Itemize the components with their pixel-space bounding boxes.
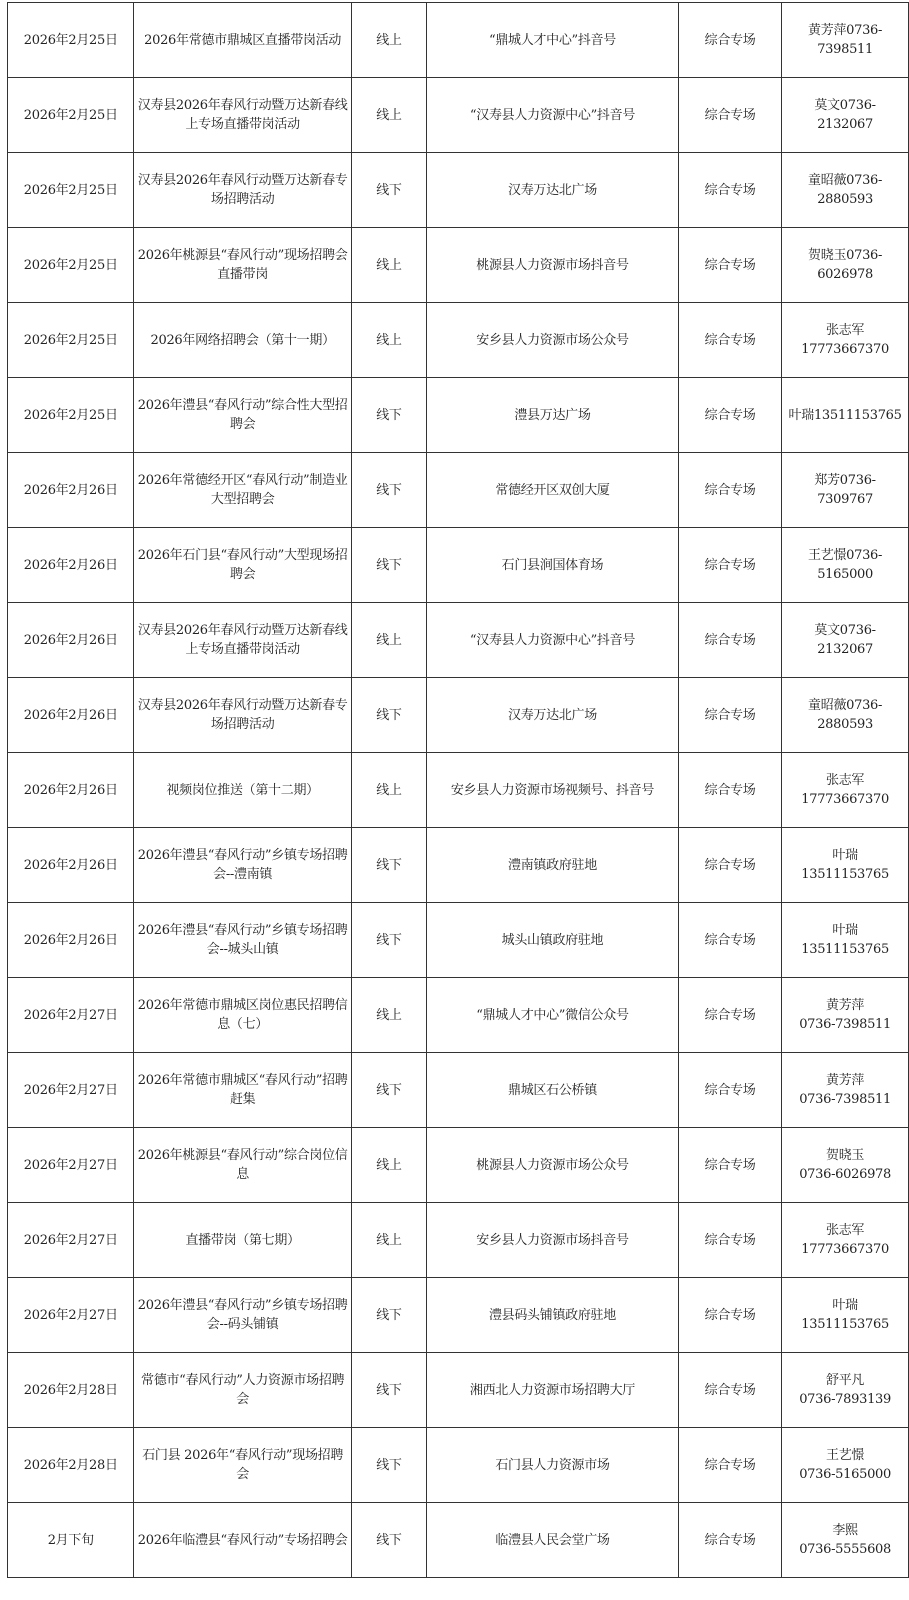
event-name: 汉寿县2026年春风行动暨万达新春线上专场直播带岗活动 — [137, 98, 348, 132]
event-type: 综合专场 — [704, 407, 756, 423]
contact-cell — [782, 1053, 909, 1128]
event-type: 综合专场 — [704, 1232, 756, 1248]
event-date: 2026年2月26日 — [23, 932, 118, 948]
contact-cell — [782, 378, 909, 453]
recruitment-schedule-table — [7, 2, 909, 1578]
date-cell — [8, 903, 134, 978]
event-venue: “汉寿县人力资源中心”抖音号 — [469, 107, 636, 123]
event-mode: 线上 — [376, 1232, 402, 1248]
event-date: 2026年2月26日 — [23, 482, 118, 498]
event-type: 综合专场 — [704, 107, 756, 123]
mode-cell — [351, 753, 426, 828]
contact-cell — [782, 453, 909, 528]
contact-cell — [782, 3, 909, 78]
event-date: 2026年2月26日 — [23, 632, 118, 648]
mode-cell — [351, 678, 426, 753]
date-cell — [8, 678, 134, 753]
event-venue: 石门县人力资源市场 — [495, 1457, 610, 1473]
event-type: 综合专场 — [704, 1007, 756, 1023]
date-cell — [8, 78, 134, 153]
event-name: 2026年常德经开区“春风行动”制造业大型招聘会 — [137, 473, 348, 507]
event-mode: 线上 — [376, 107, 402, 123]
contact-cell — [782, 1128, 909, 1203]
venue-cell — [426, 1278, 678, 1353]
venue-cell — [426, 303, 678, 378]
venue-cell — [426, 903, 678, 978]
event-date: 2026年2月27日 — [23, 1232, 118, 1248]
type-cell — [678, 453, 781, 528]
table-row — [8, 603, 909, 678]
type-cell — [678, 78, 781, 153]
event-date: 2026年2月26日 — [23, 557, 118, 573]
event-type: 综合专场 — [704, 857, 756, 873]
event-type: 综合专场 — [704, 1082, 756, 1098]
contact-phone: 7398511 — [817, 42, 873, 57]
event-date: 2月下旬 — [47, 1532, 94, 1548]
event-name-cell — [134, 78, 351, 153]
event-venue: 城头山镇政府驻地 — [501, 932, 604, 948]
contact-name: 郑芳0736- — [814, 473, 876, 488]
event-date: 2026年2月25日 — [23, 407, 118, 423]
event-venue: 汉寿万达北广场 — [508, 707, 597, 723]
event-mode: 线上 — [376, 632, 402, 648]
event-date: 2026年2月26日 — [23, 857, 118, 873]
date-cell — [8, 1428, 134, 1503]
event-name: 汉寿县2026年春风行动暨万达新春线上专场直播带岗活动 — [137, 623, 348, 657]
event-type: 综合专场 — [704, 482, 756, 498]
mode-cell — [351, 303, 426, 378]
venue-cell — [426, 828, 678, 903]
contact-phone: 0736-5555608 — [799, 1542, 891, 1557]
venue-cell — [426, 153, 678, 228]
contact-cell — [782, 903, 909, 978]
event-name: 2026年桃源县“春风行动”现场招聘会直播带岗 — [137, 248, 348, 282]
contact-name: 叶瑞 — [832, 1298, 858, 1313]
mode-cell — [351, 828, 426, 903]
contact-name: 李熙 — [832, 1523, 858, 1538]
type-cell — [678, 528, 781, 603]
contact-phone: 0736-7893139 — [799, 1392, 891, 1407]
mode-cell — [351, 153, 426, 228]
mode-cell — [351, 603, 426, 678]
contact-cell — [782, 303, 909, 378]
table-row — [8, 678, 909, 753]
contact-name: 王艺憬 — [826, 1448, 865, 1463]
table-row — [8, 453, 909, 528]
event-date: 2026年2月27日 — [23, 1007, 118, 1023]
date-cell — [8, 228, 134, 303]
event-name-cell — [134, 603, 351, 678]
contact-cell — [782, 228, 909, 303]
table-row — [8, 903, 909, 978]
event-venue: 桃源县人力资源市场抖音号 — [476, 257, 629, 273]
event-date: 2026年2月25日 — [23, 32, 118, 48]
event-name-cell — [134, 753, 351, 828]
mode-cell — [351, 1128, 426, 1203]
event-mode: 线下 — [376, 1457, 402, 1473]
table-row — [8, 1053, 909, 1128]
event-name-cell — [134, 453, 351, 528]
mode-cell — [351, 1353, 426, 1428]
venue-cell — [426, 1503, 678, 1578]
contact-name: 黄芳萍 — [826, 1073, 865, 1088]
table-row — [8, 1503, 909, 1578]
contact-name: 张志军 — [826, 773, 865, 788]
event-mode: 线下 — [376, 1382, 402, 1398]
table-row — [8, 978, 909, 1053]
mode-cell — [351, 1503, 426, 1578]
venue-cell — [426, 228, 678, 303]
type-cell — [678, 753, 781, 828]
venue-cell — [426, 3, 678, 78]
event-name-cell — [134, 978, 351, 1053]
event-name: 2026年桃源县“春风行动”综合岗位信息 — [137, 1148, 348, 1182]
contact-phone: 17773667370 — [801, 792, 889, 807]
event-date: 2026年2月25日 — [23, 332, 118, 348]
event-name-cell — [134, 378, 351, 453]
venue-cell — [426, 753, 678, 828]
event-type: 综合专场 — [704, 182, 756, 198]
type-cell — [678, 1053, 781, 1128]
contact-cell — [782, 828, 909, 903]
contact-name: 黄芳萍 — [826, 998, 865, 1013]
event-mode: 线上 — [376, 257, 402, 273]
table-row — [8, 1428, 909, 1503]
event-type: 综合专场 — [704, 1457, 756, 1473]
event-type: 综合专场 — [704, 557, 756, 573]
event-date: 2026年2月25日 — [23, 257, 118, 273]
mode-cell — [351, 1278, 426, 1353]
contact-name: 莫文0736- — [814, 98, 876, 113]
contact-phone: 2880593 — [817, 192, 873, 207]
contact-phone: 2132067 — [817, 117, 873, 132]
type-cell — [678, 1278, 781, 1353]
event-venue: 安乡县人力资源市场公众号 — [476, 332, 629, 348]
contact-name: 贺晓玉0736- — [808, 248, 883, 263]
event-mode: 线下 — [376, 407, 402, 423]
type-cell — [678, 303, 781, 378]
event-venue: “鼎城人才中心”微信公众号 — [476, 1007, 629, 1023]
type-cell — [678, 1353, 781, 1428]
table-row — [8, 303, 909, 378]
contact-cell — [782, 603, 909, 678]
date-cell — [8, 378, 134, 453]
date-cell — [8, 453, 134, 528]
event-name-cell — [134, 228, 351, 303]
date-cell — [8, 978, 134, 1053]
table-row — [8, 528, 909, 603]
event-type: 综合专场 — [704, 632, 756, 648]
event-name-cell — [134, 1128, 351, 1203]
event-name-cell — [134, 528, 351, 603]
event-type: 综合专场 — [704, 932, 756, 948]
event-type: 综合专场 — [704, 332, 756, 348]
date-cell — [8, 1503, 134, 1578]
event-name: 2026年澧县“春风行动”乡镇专场招聘会--城头山镇 — [137, 923, 348, 957]
mode-cell — [351, 78, 426, 153]
contact-name: 舒平凡 — [826, 1373, 865, 1388]
mode-cell — [351, 1203, 426, 1278]
type-cell — [678, 1128, 781, 1203]
mode-cell — [351, 228, 426, 303]
event-name: 石门县 2026年“春风行动”现场招聘会 — [142, 1448, 344, 1482]
contact-cell — [782, 1203, 909, 1278]
event-name-cell — [134, 1278, 351, 1353]
venue-cell — [426, 78, 678, 153]
type-cell — [678, 153, 781, 228]
event-venue: 安乡县人力资源市场抖音号 — [476, 1232, 629, 1248]
contact-name: 黄芳萍0736- — [808, 23, 883, 38]
event-venue: 石门县涧国体育场 — [501, 557, 604, 573]
event-mode: 线下 — [376, 557, 402, 573]
type-cell — [678, 1203, 781, 1278]
recruitment-schedule-table-wrapper — [7, 2, 909, 1578]
event-venue: 澧县码头铺镇政府驻地 — [488, 1307, 616, 1323]
venue-cell — [426, 1128, 678, 1203]
type-cell — [678, 1428, 781, 1503]
event-name-cell — [134, 1503, 351, 1578]
contact-cell — [782, 753, 909, 828]
event-name: 直播带岗（第七期） — [185, 1232, 300, 1248]
venue-cell — [426, 678, 678, 753]
event-venue: “鼎城人才中心”抖音号 — [488, 32, 616, 48]
contact-name: 贺晓玉 — [826, 1148, 865, 1163]
venue-cell — [426, 603, 678, 678]
event-mode: 线下 — [376, 1307, 402, 1323]
mode-cell — [351, 978, 426, 1053]
event-venue: 澧县万达广场 — [514, 407, 591, 423]
contact-phone: 0736-7398511 — [799, 1017, 891, 1032]
contact-name: 童昭薇0736- — [808, 698, 883, 713]
event-name: 汉寿县2026年春风行动暨万达新春专场招聘活动 — [137, 698, 348, 732]
date-cell — [8, 603, 134, 678]
contact-phone: 5165000 — [817, 567, 873, 582]
contact-cell — [782, 1353, 909, 1428]
contact-phone: 13511153765 — [801, 1317, 889, 1332]
mode-cell — [351, 1053, 426, 1128]
event-date: 2026年2月27日 — [23, 1307, 118, 1323]
contact-phone: 0736-6026978 — [799, 1167, 891, 1182]
contact-name: 叶瑞 — [832, 848, 858, 863]
event-mode: 线上 — [376, 332, 402, 348]
mode-cell — [351, 378, 426, 453]
event-name: 2026年常德市鼎城区岗位惠民招聘信息（七） — [137, 998, 348, 1032]
contact-cell — [782, 1503, 909, 1578]
contact-phone: 17773667370 — [801, 1242, 889, 1257]
contact-name: 王艺憬0736- — [808, 548, 883, 563]
event-name-cell — [134, 1053, 351, 1128]
event-venue: 常德经开区双创大厦 — [495, 482, 610, 498]
contact-name: 叶瑞13511153765 — [788, 407, 902, 423]
date-cell — [8, 1053, 134, 1128]
mode-cell — [351, 1428, 426, 1503]
mode-cell — [351, 903, 426, 978]
venue-cell — [426, 1428, 678, 1503]
contact-phone: 17773667370 — [801, 342, 889, 357]
event-mode: 线下 — [376, 1082, 402, 1098]
event-venue: 汉寿万达北广场 — [508, 182, 597, 198]
type-cell — [678, 978, 781, 1053]
contact-name: 张志军 — [826, 1223, 865, 1238]
event-venue: “汉寿县人力资源中心”抖音号 — [469, 632, 636, 648]
event-venue: 临澧县人民会堂广场 — [495, 1532, 610, 1548]
event-venue: 桃源县人力资源市场公众号 — [476, 1157, 629, 1173]
type-cell — [678, 378, 781, 453]
venue-cell — [426, 378, 678, 453]
contact-phone: 6026978 — [817, 267, 873, 282]
table-row — [8, 1353, 909, 1428]
table-row — [8, 1278, 909, 1353]
contact-phone: 2880593 — [817, 717, 873, 732]
event-mode: 线下 — [376, 1532, 402, 1548]
contact-cell — [782, 78, 909, 153]
table-row — [8, 753, 909, 828]
event-venue: 鼎城区石公桥镇 — [508, 1082, 597, 1098]
event-type: 综合专场 — [704, 1532, 756, 1548]
contact-cell — [782, 1278, 909, 1353]
event-name: 2026年石门县“春风行动”大型现场招聘会 — [137, 548, 348, 582]
event-name-cell — [134, 1428, 351, 1503]
event-date: 2026年2月26日 — [23, 707, 118, 723]
event-name-cell — [134, 678, 351, 753]
contact-name: 叶瑞 — [832, 923, 858, 938]
table-row — [8, 828, 909, 903]
type-cell — [678, 678, 781, 753]
event-type: 综合专场 — [704, 32, 756, 48]
event-name: 2026年常德市鼎城区“春风行动”招聘赶集 — [137, 1073, 348, 1107]
contact-phone: 0736-5165000 — [799, 1467, 891, 1482]
contact-cell — [782, 1428, 909, 1503]
table-row — [8, 153, 909, 228]
date-cell — [8, 3, 134, 78]
contact-cell — [782, 153, 909, 228]
venue-cell — [426, 453, 678, 528]
date-cell — [8, 1203, 134, 1278]
event-date: 2026年2月26日 — [23, 782, 118, 798]
event-venue: 湘西北人力资源市场招聘大厅 — [469, 1382, 636, 1398]
contact-phone: 7309767 — [817, 492, 873, 507]
event-name-cell — [134, 1203, 351, 1278]
event-name-cell — [134, 153, 351, 228]
event-venue: 澧南镇政府驻地 — [508, 857, 597, 873]
event-type: 综合专场 — [704, 257, 756, 273]
date-cell — [8, 153, 134, 228]
contact-phone: 13511153765 — [801, 942, 889, 957]
type-cell — [678, 1503, 781, 1578]
event-name: 2026年澧县“春风行动”乡镇专场招聘会--码头铺镇 — [137, 1298, 348, 1332]
event-type: 综合专场 — [704, 1382, 756, 1398]
table-row — [8, 378, 909, 453]
contact-phone: 13511153765 — [801, 867, 889, 882]
event-name: 2026年临澧县“春风行动”专场招聘会 — [137, 1532, 348, 1548]
event-type: 综合专场 — [704, 1307, 756, 1323]
event-name: 2026年常德市鼎城区直播带岗活动 — [144, 32, 342, 48]
event-mode: 线下 — [376, 482, 402, 498]
venue-cell — [426, 1203, 678, 1278]
table-row — [8, 1128, 909, 1203]
event-name-cell — [134, 303, 351, 378]
event-date: 2026年2月27日 — [23, 1082, 118, 1098]
event-date: 2026年2月28日 — [23, 1382, 118, 1398]
event-name: 2026年网络招聘会（第十一期） — [150, 332, 335, 348]
event-mode: 线下 — [376, 857, 402, 873]
event-name: 汉寿县2026年春风行动暨万达新春专场招聘活动 — [137, 173, 348, 207]
contact-cell — [782, 528, 909, 603]
date-cell — [8, 1278, 134, 1353]
table-body — [8, 3, 909, 1578]
contact-name: 张志军 — [826, 323, 865, 338]
venue-cell — [426, 1353, 678, 1428]
event-mode: 线上 — [376, 1157, 402, 1173]
event-name: 2026年澧县“春风行动”乡镇专场招聘会--澧南镇 — [137, 848, 348, 882]
event-mode: 线下 — [376, 932, 402, 948]
contact-cell — [782, 678, 909, 753]
table-row — [8, 78, 909, 153]
event-date: 2026年2月25日 — [23, 107, 118, 123]
event-name-cell — [134, 903, 351, 978]
event-date: 2026年2月28日 — [23, 1457, 118, 1473]
date-cell — [8, 753, 134, 828]
type-cell — [678, 228, 781, 303]
event-name: 2026年澧县“春风行动”综合性大型招聘会 — [137, 398, 348, 432]
table-row — [8, 1203, 909, 1278]
contact-name: 莫文0736- — [814, 623, 876, 638]
type-cell — [678, 828, 781, 903]
event-venue: 安乡县人力资源市场视频号、抖音号 — [450, 782, 655, 798]
type-cell — [678, 3, 781, 78]
event-type: 综合专场 — [704, 782, 756, 798]
type-cell — [678, 903, 781, 978]
mode-cell — [351, 528, 426, 603]
event-name: 常德市“春风行动”人力资源市场招聘会 — [141, 1373, 345, 1407]
event-mode: 线下 — [376, 182, 402, 198]
event-name-cell — [134, 3, 351, 78]
date-cell — [8, 528, 134, 603]
event-date: 2026年2月25日 — [23, 182, 118, 198]
venue-cell — [426, 978, 678, 1053]
date-cell — [8, 828, 134, 903]
event-type: 综合专场 — [704, 707, 756, 723]
event-mode: 线上 — [376, 32, 402, 48]
table-row — [8, 3, 909, 78]
date-cell — [8, 1128, 134, 1203]
venue-cell — [426, 528, 678, 603]
contact-phone: 2132067 — [817, 642, 873, 657]
mode-cell — [351, 453, 426, 528]
contact-cell — [782, 978, 909, 1053]
event-type: 综合专场 — [704, 1157, 756, 1173]
event-mode: 线上 — [376, 782, 402, 798]
contact-phone: 0736-7398511 — [799, 1092, 891, 1107]
event-date: 2026年2月27日 — [23, 1157, 118, 1173]
event-name-cell — [134, 828, 351, 903]
date-cell — [8, 1353, 134, 1428]
event-name: 视频岗位推送（第十二期） — [166, 782, 319, 798]
venue-cell — [426, 1053, 678, 1128]
date-cell — [8, 303, 134, 378]
mode-cell — [351, 3, 426, 78]
contact-name: 童昭薇0736- — [808, 173, 883, 188]
event-mode: 线下 — [376, 707, 402, 723]
type-cell — [678, 603, 781, 678]
table-row — [8, 228, 909, 303]
event-name-cell — [134, 1353, 351, 1428]
event-mode: 线上 — [376, 1007, 402, 1023]
